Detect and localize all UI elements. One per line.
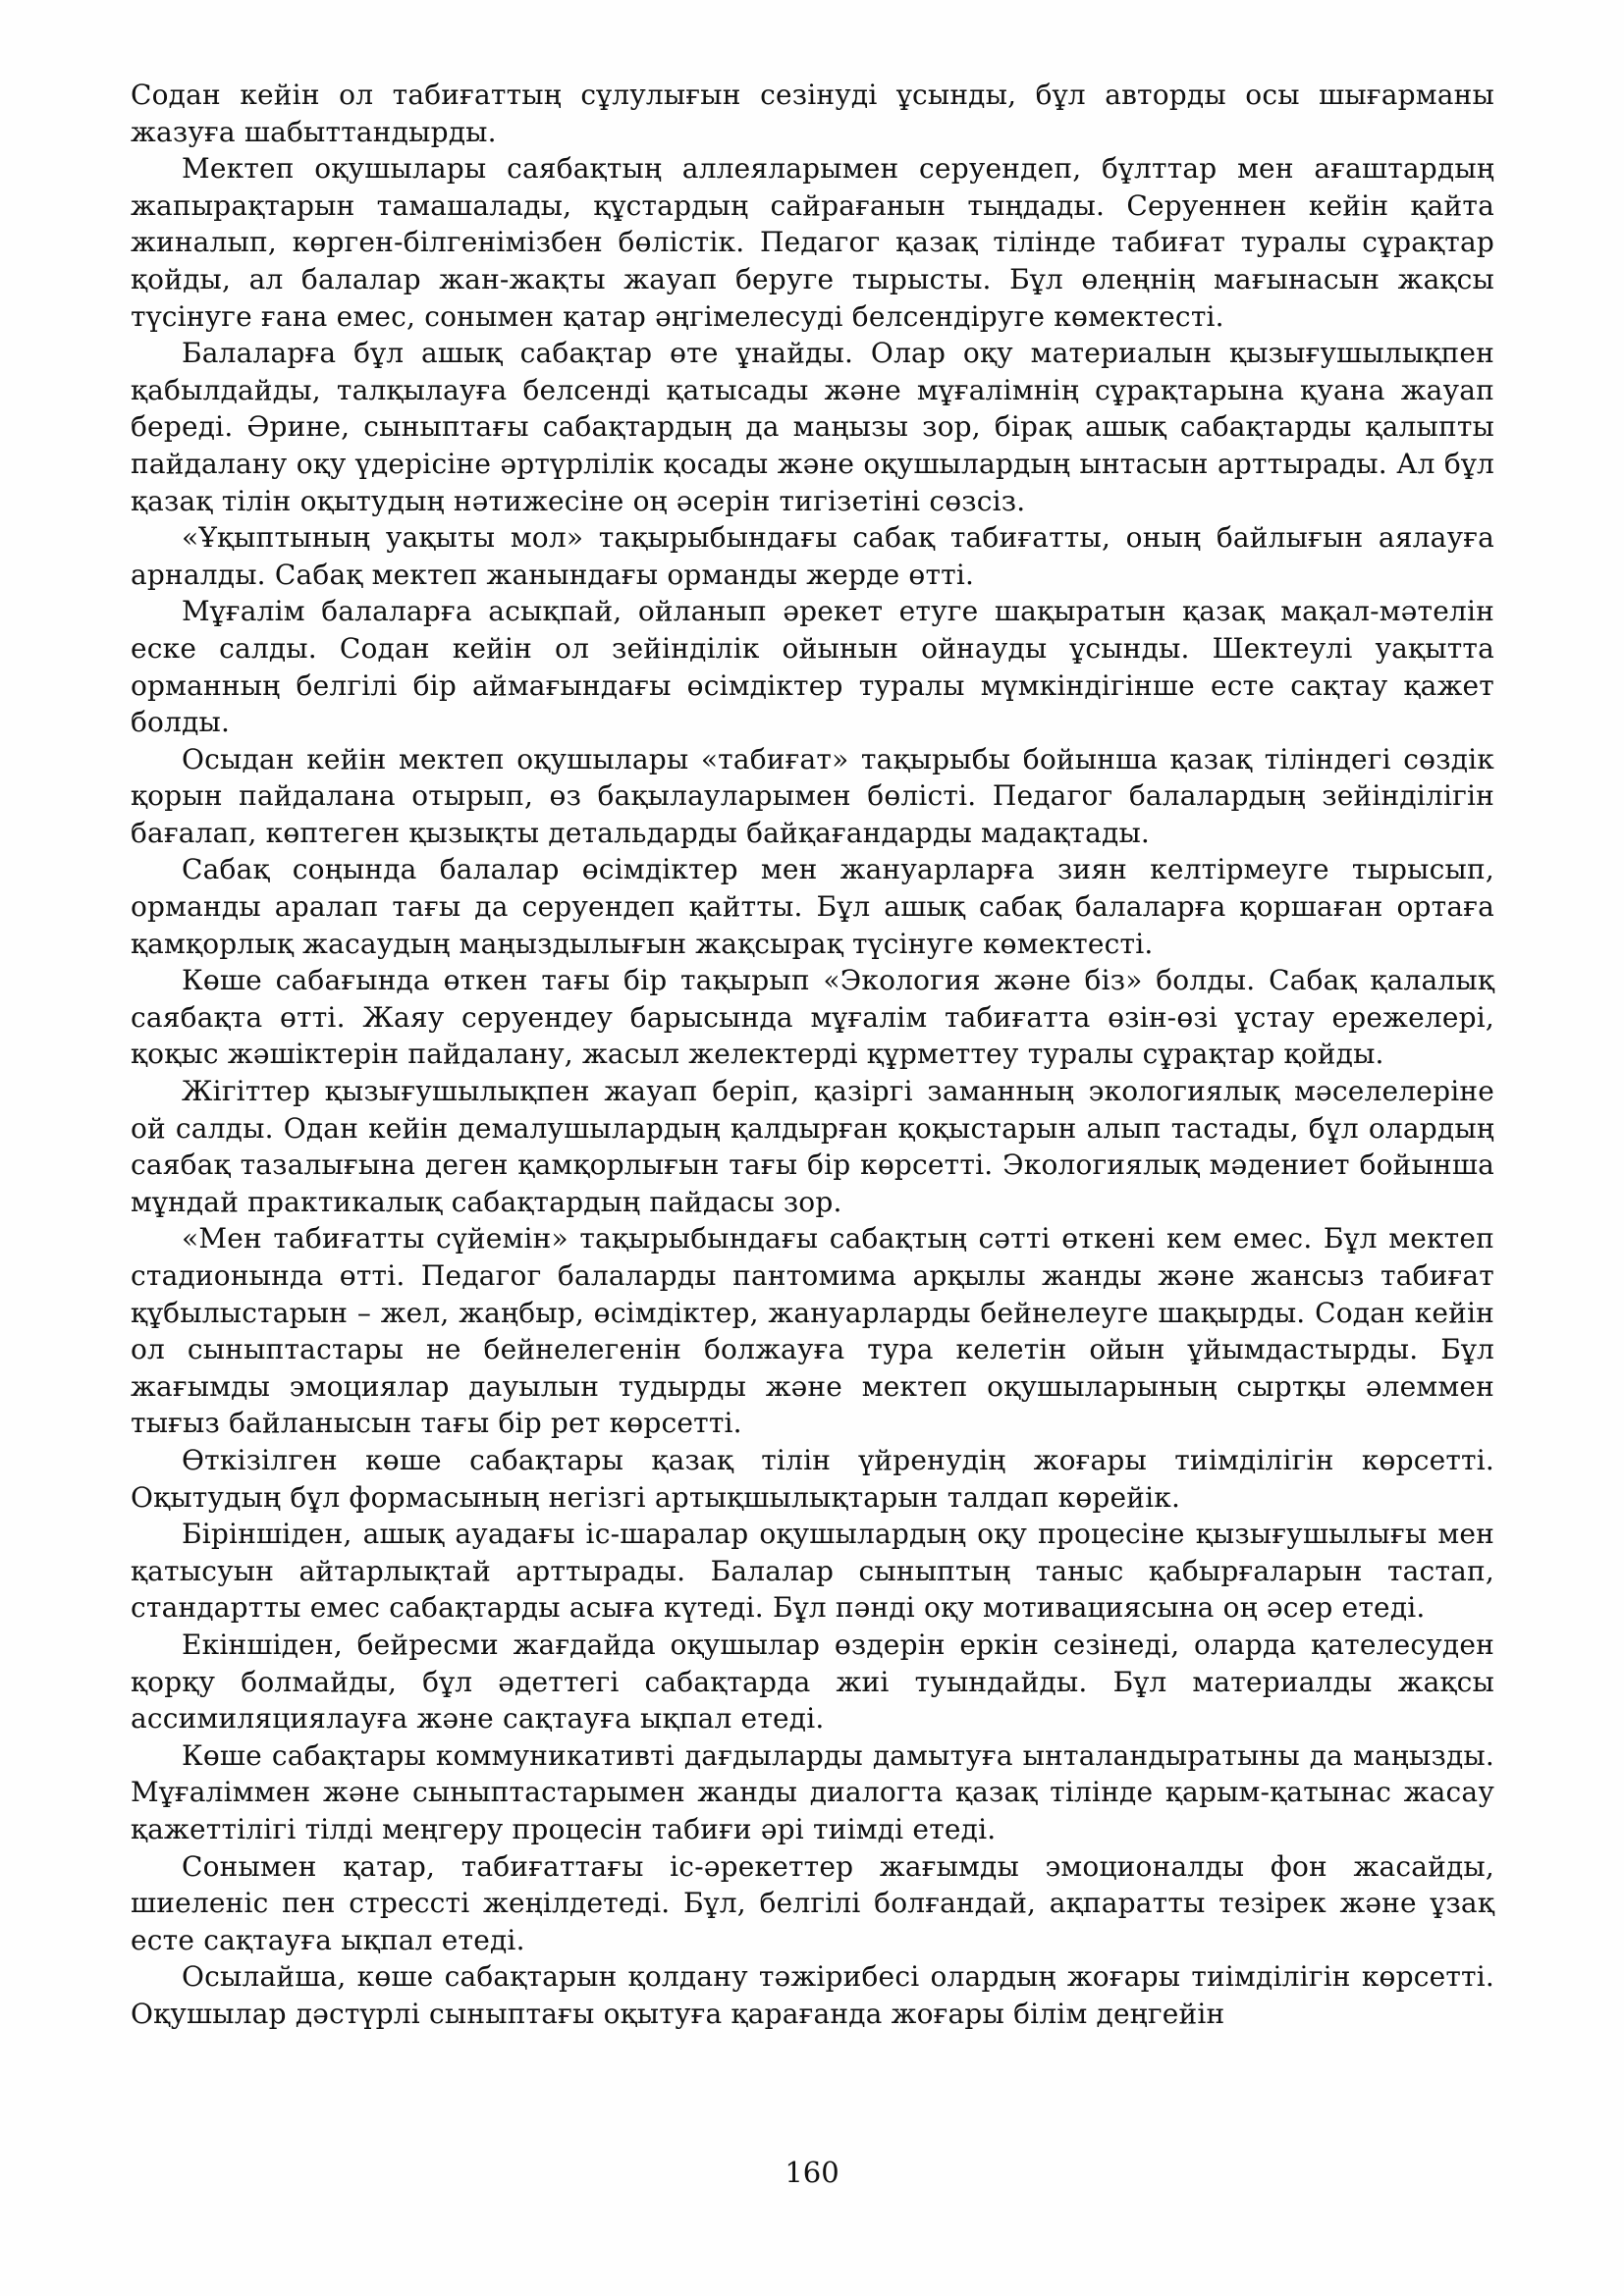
body-paragraph: Сабақ соңында балалар өсімдіктер мен жануарларға зиян келтірмеуге тырысып, орманды аралап тағы да серуендеп қайтты. Бұл ашық сабақ балаларға қоршаған ортаға қамқорлық жасаудың маңыздылығын жақсырақ түсінуге көмектесті. (131, 853, 1494, 960)
body-paragraph: Сонымен қатар, табиғаттағы іс-әрекеттер жағымды эмоционалды фон жасайды, шиеленіс пен стрессті жеңілдетеді. Бұл, белгілі болғандай, ақпаратты тезірек және ұзақ есте сақтауға ықпал етеді. (131, 1849, 1494, 1956)
body-paragraph: Осыдан кейін мектеп оқушылары «табиғат» тақырыбы бойынша қазақ тіліндегі сөздік қорын пайдалана отырып, өз бақылауларымен бөлісті. Педагог балалардың зейінділігін бағалап, көптеген қызықты детальдарды байқағандарды мадақтады. (131, 742, 1494, 849)
body-paragraph: Көше сабақтары коммуникативті дағдыларды дамытуға ынталандыратыны да маңызды. Мұғаліммен және сыныптастарымен жанды диалогта қазақ тілінде қарым-қатынас жасау қажеттілігі тілді меңгеру процесін табиғи әрі тиімді етеді. (131, 1738, 1494, 1845)
body-paragraph: Мектеп оқушылары саябақтың аллеяларымен серуендеп, бұлттар мен ағаштардың жапырақтарын тамашалады, құстардың сайрағанын тыңдады. Серуеннен кейін қайта жиналып, көрген-білгенімізбен бөлістік. Педагог қазақ тілінде табиғат туралы сұрақтар қойды, ал балалар жан-жақты жауап беруге тырысты. Бұл өлеңнің мағынасын жақсы түсінуге ғана емес, сонымен қатар әңгімелесуді белсендіруге көмектесті. (131, 152, 1494, 333)
body-paragraph: Осылайша, көше сабақтарын қолдану тәжірибесі олардың жоғары тиімділігін көрсетті. Оқушылар дәстүрлі сыныптағы оқытуға қарағанда жоғары білім деңгейін (131, 1960, 1494, 2030)
body-paragraph: Жігіттер қызығушылықпен жауап беріп, қазіргі заманның экологиялық мәселелеріне ой салды. Одан кейін демалушылардың қалдырған қоқыстарын алып тастады, бұл олардың саябақ тазалығына деген қамқорлығын тағы бір көрсетті. Экологиялық мәдениет бойынша мұндай практикалық сабақтардың пайдасы зор. (131, 1075, 1494, 1218)
body-paragraph: Содан кейін ол табиғаттың сұлулығын сезінуді ұсынды, бұл авторды осы шығарманы жазуға шабыттандырды. (131, 79, 1494, 148)
body-paragraph: Мұғалім балаларға асықпай, ойланып әрекет етуге шақыратын қазақ мақал-мәтелін еске салды. Содан кейін ол зейінділік ойынын ойнауды ұсынды. Шектеулі уақытта орманның белгілі бір аймағындағы өсімдіктер туралы мүмкіндігінше есте сақтау қажет болды. (131, 595, 1494, 739)
body-paragraph: Өткізілген көше сабақтары қазақ тілін үйренудің жоғары тиімділігін көрсетті. Оқытудың бұл формасының негізгі артықшылықтарын талдап көрейік. (131, 1443, 1494, 1514)
body-paragraph: Балаларға бұл ашық сабақтар өте ұнайды. Олар оқу материалын қызығушылықпен қабылдайды, талқылауға белсенді қатысады және мұғалімнің сұрақтарына қуана жауап береді. Әрине, сыныптағы сабақтардың да маңызы зор, бірақ ашық сабақтарды қалыпты пайдалану оқу үдерісіне әртүрлілік қосады және оқушылардың ынтасын арттырады. Ал бұл қазақ тілін оқытудың нәтижесіне оң әсерін тигізетіні сөзсіз. (131, 337, 1494, 517)
body-paragraph: «Ұқыптының уақыты мол» тақырыбындағы сабақ табиғатты, оның байлығын аялауға арналды. Сабақ мектеп жанындағы орманды жерде өтті. (131, 521, 1494, 591)
body-text (131, 77, 1494, 2032)
body-paragraph: Екіншіден, бейресми жағдайда оқушылар өздерін еркін сезінеді, оларда қателесуден қорқу болмайды, бұл әдеттегі сабақтарда жиі туындайды. Бұл материалды жақсы ассимиляциялауға және сақтауға ықпал етеді. (131, 1628, 1494, 1735)
page-number: 160 (785, 2156, 839, 2189)
body-paragraph: Көше сабағында өткен тағы бір тақырып «Экология және біз» болды. Сабақ қалалық саябақта өтті. Жаяу серуендеу барысында мұғалім табиғатта өзін-өзі ұстау ережелері, қоқыс жәшіктерін пайдалану, жасыл желектерді құрметтеу туралы сұрақтар қойды. (131, 964, 1494, 1071)
body-paragraph: «Мен табиғатты сүйемін» тақырыбындағы сабақтың сәтті өткені кем емес. Бұл мектеп стадионында өтті. Педагог балаларды пантомима арқылы жанды және жансыз табиғат құбылыстарын – жел, жаңбыр, өсімдіктер, жануарларды бейнелеуге шақырды. Содан кейін ол сыныптастары не бейнелегенін болжауға тура келетін ойын ұйымдастырды. Бұл жағымды эмоциялар дауылын тудырды және мектеп оқушыларының сыртқы әлеммен тығыз байланысын тағы бір рет көрсетті. (131, 1222, 1494, 1440)
body-paragraph: Біріншіден, ашық ауадағы іс-шаралар оқушылардың оқу процесіне қызығушылығы мен қатысуын айтарлықтай арттырады. Балалар сыныптың таныс қабырғаларын тастап, стандартты емес сабақтарды асыға күтеді. Бұл пәнді оқу мотивациясына оң әсер етеді. (131, 1518, 1494, 1625)
